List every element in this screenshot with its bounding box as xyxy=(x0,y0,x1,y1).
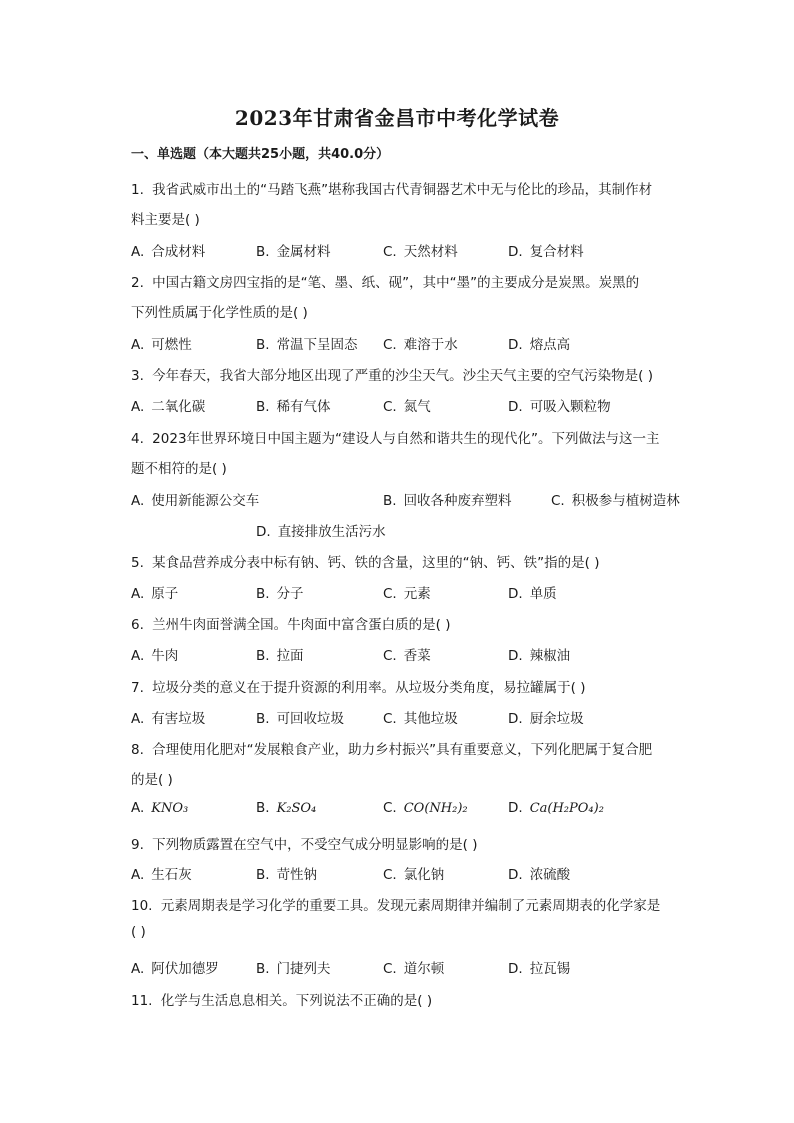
option-label: B. xyxy=(256,711,270,727)
question-7-line-1 xyxy=(131,676,586,696)
option-label: D. xyxy=(508,961,523,977)
option-label: A. xyxy=(131,867,145,883)
question-1-option-b xyxy=(256,240,331,260)
option-label: D. xyxy=(508,648,523,664)
option-text: 直接排放生活污水 xyxy=(277,524,386,540)
section-heading: 一、单选题（本大题共25小题，共40.0分） xyxy=(131,147,390,162)
option-label: C. xyxy=(383,800,397,816)
option-label: C. xyxy=(383,648,397,664)
option-label: A. xyxy=(131,586,145,602)
option-label: B. xyxy=(256,399,270,415)
option-text: 单质 xyxy=(529,586,557,602)
option-text: 回收各种废弃塑料 xyxy=(403,493,512,509)
option-text: 门捷列夫 xyxy=(276,961,331,977)
question-1-option-d xyxy=(508,240,584,260)
option-text: 元素 xyxy=(403,586,431,602)
question-number: 7. xyxy=(131,680,144,696)
question-2-option-c xyxy=(383,333,458,353)
question-text: 合理使用化肥对“发展粮食产业，助力乡村振兴”具有重要意义，下列化肥属于复合肥 xyxy=(147,742,653,758)
option-label: C. xyxy=(383,399,397,415)
question-7-option-a xyxy=(131,707,205,727)
option-label: C. xyxy=(551,493,565,509)
question-10-option-c xyxy=(383,957,444,977)
option-text: 稀有气体 xyxy=(276,399,331,415)
question-8-option-b xyxy=(256,800,316,816)
option-label: A. xyxy=(131,648,145,664)
option-text: 常温下呈固态 xyxy=(276,337,358,353)
question-8-option-c xyxy=(383,800,468,816)
question-6-line-1 xyxy=(131,613,451,633)
question-5-option-a xyxy=(131,582,178,602)
question-4-line-2: 题不相符的是( ) xyxy=(131,461,227,477)
question-8-line-2: 的是( ) xyxy=(131,772,173,788)
option-label: D. xyxy=(508,337,523,353)
question-number: 1. xyxy=(131,182,144,198)
question-10-line-2: ( ) xyxy=(131,924,146,940)
option-label: D. xyxy=(508,244,523,260)
question-7-option-c xyxy=(383,707,458,727)
question-6-option-b xyxy=(256,644,304,664)
option-label: B. xyxy=(256,244,270,260)
option-text: 道尔顿 xyxy=(403,961,445,977)
option-label: A. xyxy=(131,493,145,509)
option-text: 金属材料 xyxy=(276,244,331,260)
question-6-option-c xyxy=(383,644,431,664)
question-3-option-b xyxy=(256,395,331,415)
question-text: 元素周期表是学习化学的重要工具。发现元素周期律并编制了元素周期表的化学家是 xyxy=(156,898,661,914)
question-2-option-a xyxy=(131,333,192,353)
option-text: 原子 xyxy=(151,586,179,602)
question-4-line-1 xyxy=(131,427,660,447)
question-3-line-1 xyxy=(131,364,653,384)
question-number: 5. xyxy=(131,555,144,571)
option-text: 复合材料 xyxy=(529,244,584,260)
question-5-option-c xyxy=(383,582,431,602)
option-label: C. xyxy=(383,867,397,883)
option-text: 拉面 xyxy=(276,648,304,664)
question-2-line-1 xyxy=(131,271,639,291)
question-8-line-1 xyxy=(131,738,652,758)
question-2-line-2: 下列性质属于化学性质的是( ) xyxy=(131,305,308,321)
question-4-option-a xyxy=(131,489,259,509)
option-label: C. xyxy=(383,711,397,727)
option-label: D. xyxy=(256,524,271,540)
question-5-line-1 xyxy=(131,551,600,571)
question-number: 11. xyxy=(131,993,153,1009)
question-6-option-a xyxy=(131,644,178,664)
option-text: 氯化钠 xyxy=(403,867,445,883)
option-label: B. xyxy=(383,493,397,509)
option-text: 辣椒油 xyxy=(529,648,571,664)
option-label: B. xyxy=(256,867,270,883)
option-text: 可吸入颗粒物 xyxy=(529,399,611,415)
option-label: B. xyxy=(256,800,270,816)
option-text: 使用新能源公交车 xyxy=(151,493,260,509)
option-text: 生石灰 xyxy=(151,867,192,883)
option-text: 可燃性 xyxy=(151,337,192,353)
option-text: 氮气 xyxy=(403,399,431,415)
question-9-option-c xyxy=(383,863,444,883)
question-9-option-a xyxy=(131,863,192,883)
option-label: C. xyxy=(383,337,397,353)
option-text: 有害垃圾 xyxy=(151,711,206,727)
option-text: 分子 xyxy=(276,586,304,602)
question-11-line-1 xyxy=(131,989,432,1009)
option-text: 浓硫酸 xyxy=(529,867,571,883)
question-10-option-d xyxy=(508,957,570,977)
question-text: 兰州牛肉面誉满全国。牛肉面中富含蛋白质的是( ) xyxy=(147,617,451,633)
question-1-line-1 xyxy=(131,178,652,198)
question-text: 中国古籍文房四宝指的是“笔、墨、纸、砚”，其中“墨”的主要成分是炭黑。炭黑的 xyxy=(147,275,640,291)
option-text: 阿伏加德罗 xyxy=(151,961,219,977)
question-7-option-b xyxy=(256,707,344,727)
option-label: A. xyxy=(131,399,145,415)
question-8-option-d xyxy=(508,800,604,816)
question-number: 9. xyxy=(131,837,144,853)
option-label: A. xyxy=(131,711,145,727)
option-label: A. xyxy=(131,800,145,816)
question-6-option-d xyxy=(508,644,570,664)
question-text: 化学与生活息息相关。下列说法不正确的是( ) xyxy=(156,993,433,1009)
question-number: 3. xyxy=(131,368,144,384)
question-9-line-1 xyxy=(131,833,478,853)
question-8-option-a xyxy=(131,800,188,816)
question-number: 10. xyxy=(131,898,153,914)
option-label: C. xyxy=(383,961,397,977)
question-10-option-a xyxy=(131,957,219,977)
option-label: D. xyxy=(508,586,523,602)
question-number: 4. xyxy=(131,431,144,447)
question-3-option-a xyxy=(131,395,205,415)
option-text: 二氧化碳 xyxy=(151,399,206,415)
option-label: D. xyxy=(508,711,523,727)
question-9-option-b xyxy=(256,863,317,883)
question-10-option-b xyxy=(256,957,331,977)
question-3-option-d xyxy=(508,395,611,415)
option-text: K₂SO₄ xyxy=(276,801,317,816)
option-label: C. xyxy=(383,586,397,602)
option-label: B. xyxy=(256,586,270,602)
question-7-option-d xyxy=(508,707,584,727)
option-text: 香菜 xyxy=(403,648,431,664)
option-label: A. xyxy=(131,244,145,260)
question-5-option-d xyxy=(508,582,557,602)
question-text: 垃圾分类的意义在于提升资源的利用率。从垃圾分类角度，易拉罐属于( ) xyxy=(147,680,586,696)
option-text: 合成材料 xyxy=(151,244,206,260)
page-title: 2023年甘肃省金昌市中考化学试卷 xyxy=(234,106,560,130)
question-4-option-d xyxy=(256,520,386,540)
option-label: C. xyxy=(383,244,397,260)
option-text: 积极参与植树造林 xyxy=(571,493,680,509)
option-text: Ca(H₂PO₄)₂ xyxy=(529,801,604,816)
question-10-line-1 xyxy=(131,894,660,914)
option-text: 可回收垃圾 xyxy=(276,711,345,727)
option-text: 难溶于水 xyxy=(403,337,458,353)
question-4-option-b xyxy=(383,489,512,509)
question-4-option-c xyxy=(551,489,680,509)
question-number: 6. xyxy=(131,617,144,633)
question-text: 今年春天，我省大部分地区出现了严重的沙尘天气。沙尘天气主要的空气污染物是( ) xyxy=(147,368,654,384)
option-text: 天然材料 xyxy=(403,244,458,260)
option-text: 苛性钠 xyxy=(276,867,318,883)
question-1-option-a xyxy=(131,240,205,260)
option-label: D. xyxy=(508,867,523,883)
option-text: 其他垃圾 xyxy=(403,711,458,727)
option-text: 牛肉 xyxy=(151,648,179,664)
question-number: 8. xyxy=(131,742,144,758)
question-text: 2023年世界环境日中国主题为“建设人与自然和谐共生的现代化”。下列做法与这一主 xyxy=(147,431,660,447)
option-label: A. xyxy=(131,961,145,977)
question-3-option-c xyxy=(383,395,431,415)
question-2-option-b xyxy=(256,333,358,353)
option-label: B. xyxy=(256,648,270,664)
question-5-option-b xyxy=(256,582,304,602)
option-text: KNO₃ xyxy=(151,801,189,816)
option-label: B. xyxy=(256,337,270,353)
question-1-option-c xyxy=(383,240,458,260)
question-text: 我省武威市出土的“马踏飞燕”堪称我国古代青铜器艺术中无与伦比的珍品，其制作材 xyxy=(147,182,653,198)
question-text: 下列物质露置在空气中，不受空气成分明显影响的是( ) xyxy=(147,837,478,853)
option-label: D. xyxy=(508,800,523,816)
option-text: 拉瓦锡 xyxy=(529,961,571,977)
option-text: 厨余垃圾 xyxy=(529,711,584,727)
question-2-option-d xyxy=(508,333,570,353)
option-label: A. xyxy=(131,337,145,353)
question-1-line-2: 料主要是( ) xyxy=(131,212,200,228)
question-9-option-d xyxy=(508,863,570,883)
option-label: D. xyxy=(508,399,523,415)
option-text: CO(NH₂)₂ xyxy=(403,801,468,816)
question-text: 某食品营养成分表中标有钠、钙、铁的含量，这里的“钠、钙、铁”指的是( ) xyxy=(147,555,600,571)
option-label: B. xyxy=(256,961,270,977)
question-number: 2. xyxy=(131,275,144,291)
option-text: 熔点高 xyxy=(529,337,571,353)
